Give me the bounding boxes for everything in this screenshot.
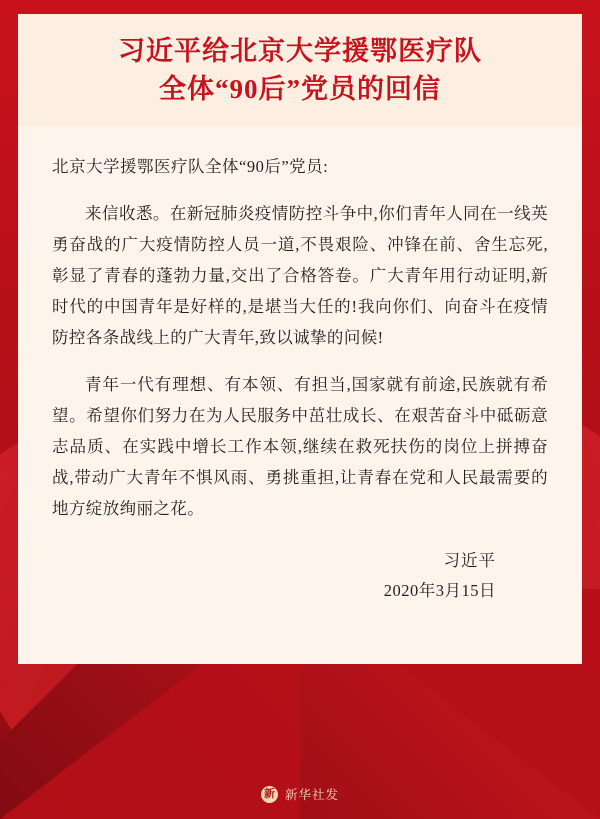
- letter-salutation: 北京大学援鄂医疗队全体“90后”党员:: [52, 157, 329, 176]
- letter-card: [18, 126, 582, 664]
- signature-date: 2020年3月15日: [383, 581, 496, 600]
- letter-paragraph-2: 青年一代有理想、有本领、有担当,国家就有前途,民族就有希望。希望你们努力在为人民服务中茁壮成长、在艰苦奋斗中砥砺意志品质、在实践中增长工作本领,继续在救死扶伤的岗位上拼搏奋战,带动广大青年不惧风雨、勇挑重担,让青春在党和人民最需要的地方绽放绚丽之花。: [52, 375, 548, 518]
- credit-bar: [0, 785, 600, 803]
- letter-paragraph-1: 来信收悉。在新冠肺炎疫情防控斗争中,你们青年人同在一线英勇奋战的广大疫情防控人员一道,不畏艰险、冲锋在前、舍生忘死,彰显了青春的蓬勃力量,交出了合格答卷。广大青年用行动证明,新时代的中国青年是好样的,是堪当大任的!我向你们、向奋斗在疫情防控各条战线上的广大青年,致以诚挚的问候!: [52, 204, 548, 347]
- page-title-line-2: 全体“90后”党员的回信: [159, 74, 441, 104]
- xinhua-logo-icon: 新: [261, 786, 278, 803]
- credit-text: 新华社发: [284, 788, 339, 802]
- letter-signature: [52, 546, 548, 606]
- signature-name: 习近平: [443, 551, 496, 570]
- poster-header: [18, 14, 582, 126]
- page-title-line-1: 习近平给北京大学援鄂医疗队: [118, 36, 482, 66]
